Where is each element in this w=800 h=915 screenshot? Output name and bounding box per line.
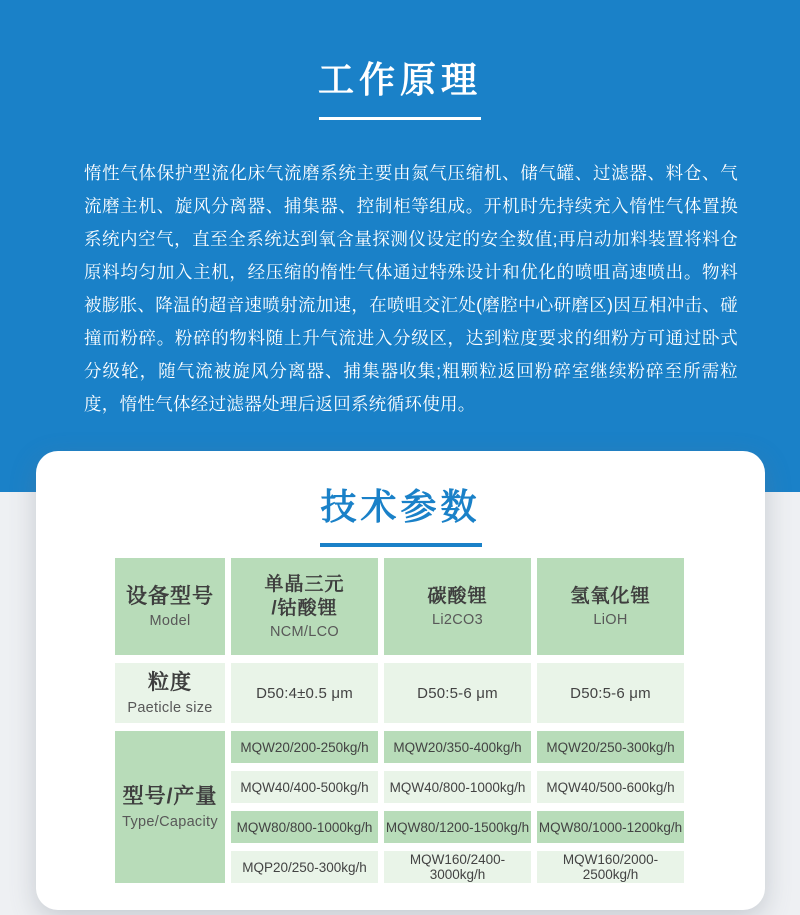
capacity-cell	[537, 731, 684, 763]
capacity-value: MQW20/200-250kg/h	[240, 739, 369, 755]
header-zh: 氢氧化锂	[570, 586, 651, 608]
capacity-value: MQW160/2000-2500kg/h	[562, 852, 659, 882]
particle-value: D50:5-6 μm	[417, 684, 498, 702]
particle-value-cell	[231, 663, 378, 723]
row-label-particle-size	[115, 663, 225, 723]
particle-value: D50:4±0.5 μm	[256, 684, 353, 702]
header-en: NCM/LCO	[270, 623, 339, 640]
capacity-cell	[537, 771, 684, 803]
capacity-cell	[537, 851, 684, 883]
header-cell-li2co3	[384, 558, 531, 655]
capacity-value: MQW40/500-600kg/h	[546, 779, 675, 795]
working-principle-title: 工作原理	[317, 59, 482, 100]
particle-value: D50:5-6 μm	[570, 684, 651, 702]
specs-title: 技术参数	[320, 486, 481, 527]
capacity-cell	[231, 811, 378, 843]
specs-underline	[320, 543, 482, 547]
header-cell-ncm-lco	[231, 558, 378, 655]
particle-value-cell	[537, 663, 684, 723]
working-principle-paragraph: 惰性气体保护型流化床气流磨系统主要由氮气压缩机、储气罐、过滤器、料仓、气流磨主机、旋风分离器、捕集器、控制柜等组成。开机时先持续充入惰性气体置换系统内空气，直至全系统达到氧含量探测仪设定的安全数值;再启动加料装置将料仓原料均匀加入主机，经压缩的惰性气体通过特殊设计和优化的喷咀高速喷出。物料被膨胀、降温的超音速喷射流加速，在喷咀交汇处(磨腔中心研磨区)因互相冲击、碰撞而粉碎。粉碎的物料随上升气流进入分级区，达到粒度要求的细粉方可通过卧式分级轮，随气流被旋风分离器、捕集器收集;粗颗粒返回粉碎室继续粉碎至所需粒度，惰性气体经过滤器处理后返回系统循环使用。	[84, 163, 738, 414]
capacity-value: MQW80/1000-1200kg/h	[538, 819, 683, 835]
capacity-value: MQW20/350-400kg/h	[393, 739, 522, 755]
capacity-value: MQW80/800-1000kg/h	[236, 819, 373, 835]
capacity-value: MQW80/1200-1500kg/h	[385, 819, 530, 835]
header-zh2: /钴酸锂	[271, 598, 338, 619]
capacity-cell	[537, 811, 684, 843]
capacity-cell	[231, 731, 378, 763]
capacity-value: MQW160/2400-3000kg/h	[409, 852, 506, 882]
capacity-value: MQW20/250-300kg/h	[546, 739, 675, 755]
capacity-cell	[231, 771, 378, 803]
row-label-type-capacity	[115, 731, 225, 883]
header-en: Li2CO3	[432, 611, 483, 628]
header-en: LiOH	[593, 611, 628, 628]
particle-value-cell	[384, 663, 531, 723]
header-en: Model	[149, 613, 191, 630]
header-zh: 碳酸锂	[427, 586, 488, 608]
header-zh: 设备型号	[126, 584, 214, 608]
capacity-cell	[384, 811, 531, 843]
capacity-value: MQP20/250-300kg/h	[242, 859, 367, 875]
header-zh: 单晶三元	[264, 574, 345, 596]
specs-table	[115, 558, 684, 883]
capacity-cell	[384, 851, 531, 883]
working-principle-underline	[319, 117, 481, 120]
header-cell-lioh	[537, 558, 684, 655]
row-label-en: Type/Capacity	[122, 813, 218, 830]
specs-card	[36, 451, 765, 910]
capacity-value: MQW40/800-1000kg/h	[389, 779, 526, 795]
capacity-cell	[384, 771, 531, 803]
capacity-cell	[384, 731, 531, 763]
capacity-value: MQW40/400-500kg/h	[240, 779, 369, 795]
capacity-cell	[231, 851, 378, 883]
header-cell-model	[115, 558, 225, 655]
row-label-en: Paeticle size	[127, 699, 213, 716]
row-label-zh: 粒度	[148, 671, 192, 695]
row-label-zh: 型号/产量	[122, 785, 218, 809]
